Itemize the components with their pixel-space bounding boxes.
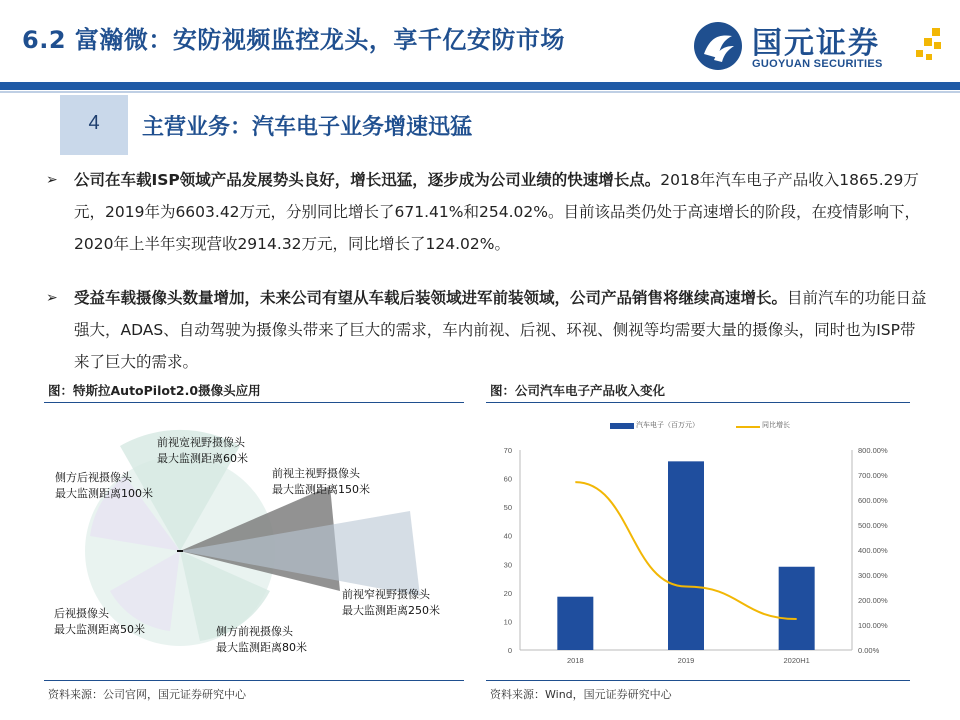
- y-right-tick-label: 800.00%: [858, 446, 888, 455]
- y-right-tick-label: 300.00%: [858, 571, 888, 580]
- bullet-arrow-icon: ➢: [46, 290, 58, 306]
- y-right-tick-label: 100.00%: [858, 621, 888, 630]
- y-left-tick-label: 0: [507, 646, 512, 655]
- camera-label-rear: 后视摄像头 最大监测距离50米: [54, 607, 145, 636]
- bullet-point-2: [48, 282, 928, 378]
- section-title: 主营业务：汽车电子业务增速迅猛: [142, 115, 473, 140]
- figure-left-source-rule: [44, 680, 464, 681]
- y-left-tick-label: 70: [503, 446, 512, 455]
- bullet-lead-2: 受益车载摄像头数量增加，未来公司有望从车载后装领域进军前装领域，公司产品销售将继续高速增长。: [74, 289, 788, 307]
- legend-bar-label: 汽车电子（百万元）: [636, 421, 699, 429]
- bullet-body-1: 2018年汽车电子产品收入1865.29万元，2019年为6603.42万元，分别同比增长了671.41%和254.02%。目前该品类仍处于高速增长的阶段，在疫情影响下，2020年上半年实现营收2914.32万元，同比增长了124.02%。: [74, 171, 920, 253]
- y-right-tick-label: 0.00%: [858, 646, 880, 655]
- y-right-tick-label: 200.00%: [858, 596, 888, 605]
- camera-label-side-rear: 侧方后视摄像头 最大监测距离100米: [55, 471, 153, 500]
- bullet-point-1: [48, 164, 928, 260]
- figure-right-source: 资料来源：Wind，国元证券研究中心: [490, 688, 672, 701]
- y-right-tick-label: 500.00%: [858, 521, 888, 530]
- section-number: 4: [88, 112, 100, 134]
- y-right-tick-label: 700.00%: [858, 471, 888, 480]
- figure-right-rule: [486, 402, 910, 403]
- logo-squares-icon: [914, 28, 944, 68]
- bullet-body-2: 目前汽车的功能日益强大，ADAS、自动驾驶为摄像头带来了巨大的需求，车内前视、后视、环视、侧视等均需要大量的摄像头，同时也为ISP带来了巨大的需求。: [74, 289, 927, 371]
- camera-label-narrow-front: 前视窄视野摄像头 最大监测距离250米: [342, 588, 440, 617]
- company-logo: [692, 18, 942, 78]
- y-left-tick-label: 40: [503, 531, 512, 541]
- bullet-lead-1: 公司在车载ISP领域产品发展势头良好，增长迅猛，逐步成为公司业绩的快速增长点。: [74, 171, 661, 189]
- x-tick-label: 2020H1: [783, 656, 810, 665]
- camera-label-main-front: 前视主视野摄像头 最大监测距离150米: [272, 467, 370, 496]
- figure-right-title: 图：公司汽车电子产品收入变化: [490, 383, 666, 398]
- figure-left-source: 资料来源：公司官网，国元证券研究中心: [48, 688, 246, 701]
- bullet-arrow-icon: ➢: [46, 172, 58, 188]
- revenue-bar: [779, 567, 815, 650]
- revenue-bar: [557, 597, 593, 650]
- legend-line-label: 同比增长: [762, 421, 790, 429]
- logo-emblem-icon: [692, 20, 748, 76]
- y-left-tick-label: 60: [503, 474, 512, 484]
- car-marker: [177, 550, 183, 552]
- y-right-tick-label: 400.00%: [858, 546, 888, 555]
- figure-left-title: 图：特斯拉AutoPilot2.0摄像头应用: [48, 383, 261, 398]
- page-title: 6.2 富瀚微：安防视频监控龙头，享千亿安防市场: [22, 26, 565, 54]
- legend-line-swatch: [736, 426, 760, 428]
- y-right-tick-label: 600.00%: [858, 496, 888, 505]
- logo-english-text: GUOYUAN SECURITIES: [752, 58, 883, 70]
- figure-right-source-rule: [486, 680, 910, 681]
- x-tick-label: 2018: [566, 656, 584, 665]
- logo-chinese-text: 国元证券: [752, 26, 880, 61]
- camera-label-side-front: 侧方前视摄像头 最大监测距离80米: [216, 625, 307, 654]
- legend-bar-swatch: [610, 423, 634, 429]
- header-divider: [0, 82, 960, 90]
- revenue-bar: [668, 461, 704, 650]
- x-tick-label: 2019: [677, 656, 695, 665]
- y-left-tick-label: 10: [503, 617, 512, 627]
- revenue-chart: [486, 430, 910, 680]
- camera-label-wide-front: 前视宽视野摄像头 最大监测距离60米: [157, 436, 248, 465]
- y-left-tick-label: 30: [503, 560, 512, 570]
- y-left-tick-label: 50: [503, 503, 512, 513]
- header-divider-light: [0, 91, 960, 93]
- figure-left-rule: [44, 402, 464, 403]
- y-left-tick-label: 20: [503, 588, 512, 598]
